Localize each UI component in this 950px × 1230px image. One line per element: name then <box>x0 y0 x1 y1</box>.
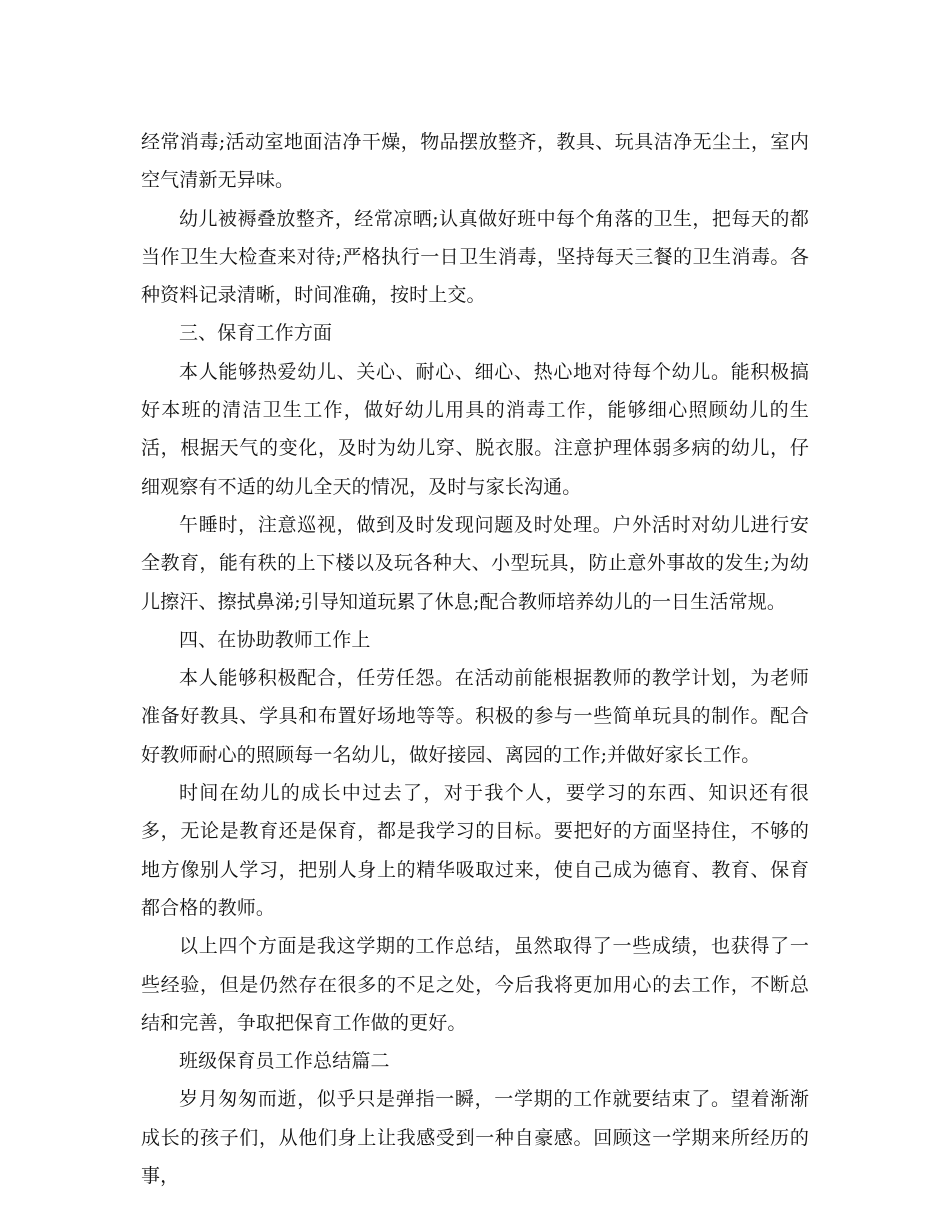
paragraph-bedding-hygiene: 幼儿被褥叠放整齐，经常凉晒;认真做好班中每个角落的卫生，把每天的都当作卫生大检查来对待;严格执行一日卫生消毒，坚持每天三餐的卫生消毒。各种资料记录清晰，时间准确，按时上交。 <box>141 207 809 307</box>
paragraph-care-work: 本人能够热爱幼儿、关心、耐心、细心、热心地对待每个幼儿。能积极搞好本班的清洁卫生工作，做好幼儿用具的消毒工作，能够细心照顾幼儿的生活，根据天气的变化，及时为幼儿穿、脱衣服。注意护理体弱多病的幼儿，仔细观察有不适的幼儿全天的情况，及时与家长沟通。 <box>141 360 809 498</box>
paragraph-assist-teacher: 本人能够积极配合，任劳任怨。在活动前能根据教师的教学计划，为老师准备好教具、学具和布置好场地等等。积极的参与一些简单玩具的制作。配合好教师耐心的照顾每一名幼儿，做好接园、离园的工作;并做好家长工作。 <box>141 667 809 766</box>
paragraph-personal-growth: 时间在幼儿的成长中过去了，对于我个人，要学习的东西、知识还有很多，无论是教育还是保育，都是我学习的目标。要把好的方面坚持住，不够的地方像别人学习，把别人身上的精华吸取过来，使自己成为德育、教育、保育都合格的教师。 <box>141 782 809 919</box>
section-heading-care-work: 三、保育工作方面 <box>179 322 333 345</box>
paragraph-part-two-intro: 岁月匆匆而逝，似乎只是弹指一瞬，一学期的工作就要结束了。望着渐渐成长的孩子们，从他们身上让我感受到一种自豪感。回顾这一学期来所经历的事， <box>141 1088 809 1188</box>
section-heading-part-two: 班级保育员工作总结篇二 <box>179 1050 390 1073</box>
document-body <box>141 123 809 1195</box>
paragraph-hygiene-continued: 经常消毒;活动室地面洁净干燥，物品摆放整齐，教具、玩具洁净无尘土，室内空气清新无异味。 <box>141 131 809 192</box>
section-heading-assist-teacher: 四、在协助教师工作上 <box>179 628 371 651</box>
paragraph-summary: 以上四个方面是我这学期的工作总结，虽然取得了一些成绩，也获得了一些经验，但是仍然存在很多的不足之处，今后我将更加用心的去工作，不断总结和完善，争取把保育工作做的更好。 <box>141 935 809 1034</box>
paragraph-nap-safety: 午睡时，注意巡视，做到及时发现问题及时处理。户外活时对幼儿进行安全教育，能有秩的上下楼以及玩各种大、小型玩具，防止意外事故的发生;为幼儿擦汗、擦拭鼻涕;引导知道玩累了休息;配合教师培养幼儿的一日生活常规。 <box>141 513 809 613</box>
